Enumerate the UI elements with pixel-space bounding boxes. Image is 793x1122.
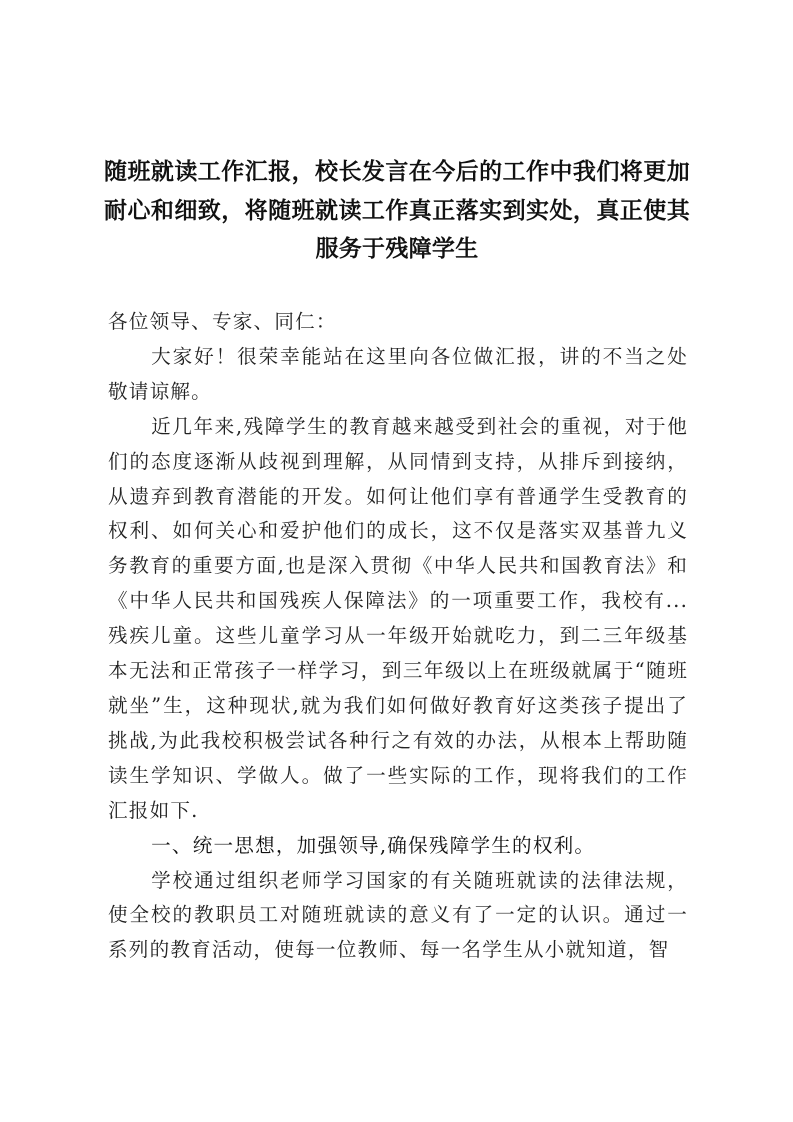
section-heading: 一、统一思想，加强领导,确保残障学生的权利。 (151, 833, 596, 857)
section-paragraph: 学校通过组织老师学习国家的有关随班就读的法律法规，使全校的教职员工对随班就读的意义有了一定的认识。通过一系列的教育活动，使每一位教师、每一名学生从小就知道，智 (108, 868, 688, 962)
paragraph-greeting: 大家好！很荣幸能站在这里向各位做汇报，讲的不当之处敬请谅解。 (108, 344, 688, 403)
salutation: 各位领导、专家、同仁： (108, 310, 337, 333)
paragraph-background: 近几年来,残障学生的教育越来越受到社会的重视，对于他们的态度逐渐从歧视到理解，从同情到支持，从排斥到接纳，从遗弃到教育潜能的开发。如何让他们享有普通学生受教育的权利、如何关心和爱护他们的成长，这不仅是落实双基普九义务教育的重要方面,也是深入贯彻《中华人民共和国教育法》和《中华人民共和国残疾人保障法》的一项重要工作，我校有...残疾儿童。这些儿童学习从一年级开始就吃力，到二三年级基本无法和正常孩子一样学习，到三年级以上在班级就属于“随班就坐”生，这种现状,就为我们如何做好教育好这类孩子提出了挑战,为此我校积极尝试各种行之有效的办法，从根本上帮助随读生学知识、学做人。做了一些实际的工作，现将我们的工作汇报如下. (108, 414, 688, 822)
document-body (108, 305, 688, 968)
document-title: 随班就读工作汇报，校长发言在今后的工作中我们将更加耐心和细致，将随班就读工作真正落实到实处，真正使其服务于残障学生 (104, 159, 690, 262)
